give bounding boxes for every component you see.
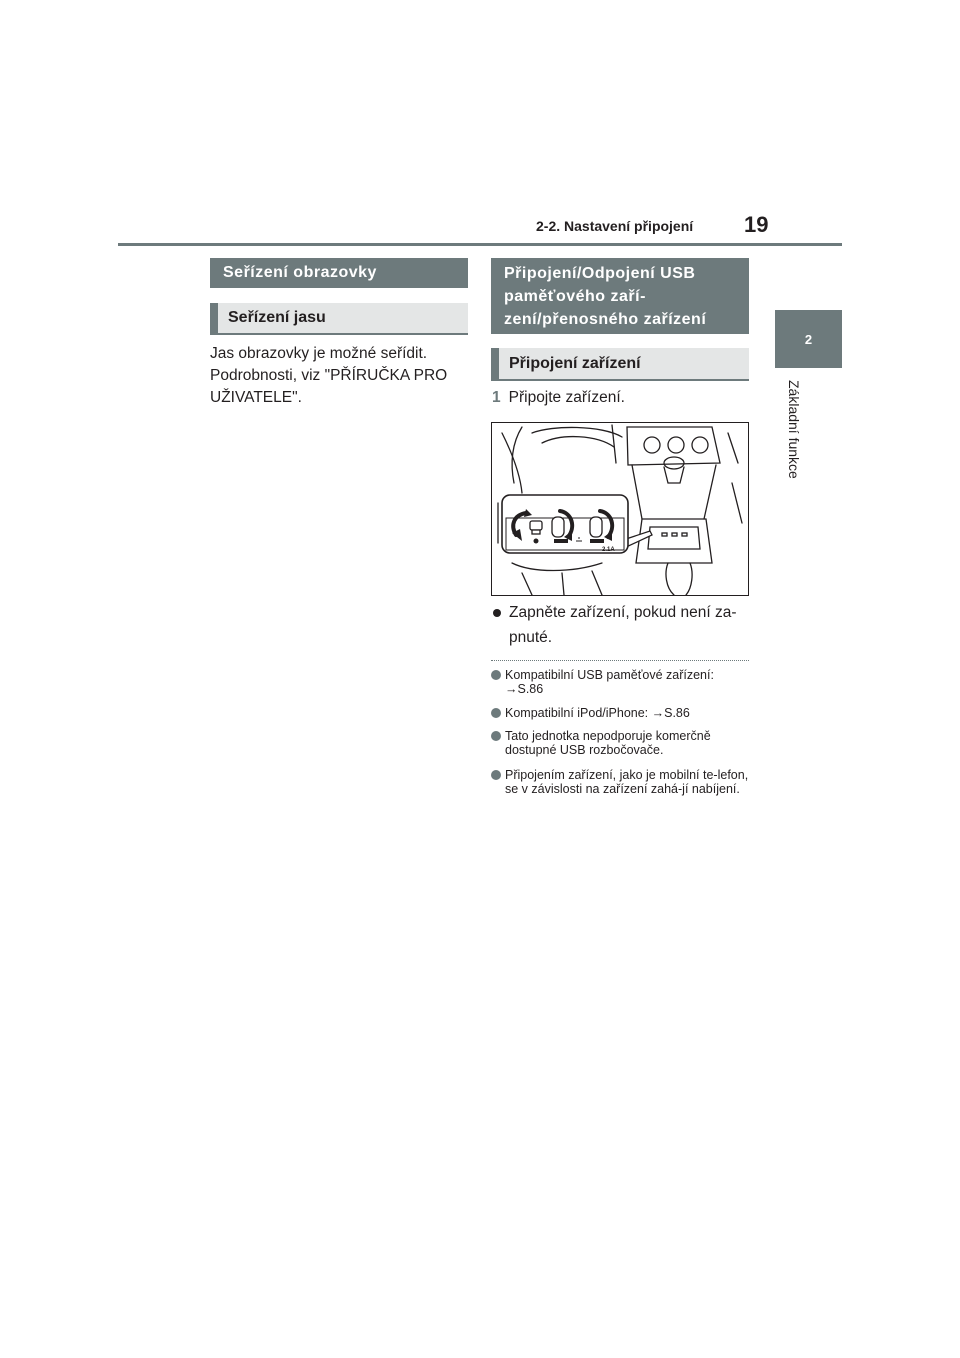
note-bullet [491, 708, 501, 718]
note-text: Tato jednotka nepodporuje komerčně dostupné USB rozbočovače. [505, 729, 711, 757]
step-1 [492, 389, 625, 407]
notes-divider [491, 660, 749, 661]
note-bullet [491, 731, 501, 741]
brightness-paragraph: Jas obrazovky je možné seřídit. Podrobnosti, viz "PŘÍRUČKA PRO UŽIVATELE". [210, 345, 448, 406]
bullet-dot [493, 609, 501, 617]
power-on-instruction [491, 600, 755, 650]
subsection-title-brightness: Seřízení jasu [210, 303, 468, 335]
note-text: Připojením zařízení, jako je mobilní te-lefon, se v závislosti na zařízení zahá-jí nabíjení. [505, 768, 749, 796]
note-bullet [491, 770, 501, 780]
section-title-display-adjust: Seřízení obrazovky [210, 258, 468, 288]
note-bullet [491, 670, 501, 680]
section-header: 2-2. Nastavení připojení [536, 218, 694, 234]
note-text: Kompatibilní USB paměťové zařízení: →S.86 [505, 668, 714, 696]
chapter-number: 2 [804, 331, 813, 347]
chapter-title-text: Základní funkce [786, 380, 802, 479]
console-drawing [492, 423, 749, 596]
note-item [491, 668, 753, 696]
header-divider [118, 243, 842, 246]
note-item [491, 768, 753, 796]
page-number: 19 [744, 212, 769, 237]
section-title-usb-connect: Připojení/Odpojení USB paměťového zaří-zení/přenosného zařízení [491, 258, 749, 334]
power-on-text: Zapněte zařízení, pokud není za-pnuté. [509, 604, 737, 646]
subsection-title-connect-device: Připojení zařízení [491, 348, 749, 381]
usb-amperage-label: 2.1A [602, 547, 615, 553]
usb-port-illustration [491, 422, 749, 596]
chapter-title [784, 380, 804, 490]
step-number: 1 [492, 389, 501, 406]
note-item [491, 706, 753, 720]
note-item [491, 729, 753, 757]
chapter-tab [775, 310, 842, 368]
note-text: Kompatibilní iPod/iPhone: →S.86 [505, 706, 690, 720]
step-text: Připojte zařízení. [508, 389, 625, 406]
